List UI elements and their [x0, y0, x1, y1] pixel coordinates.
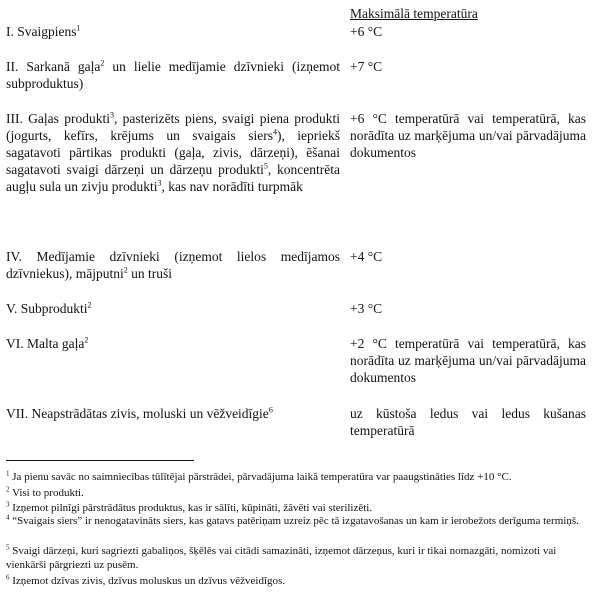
temperature-cell: +4 °C — [350, 249, 383, 264]
temperature-cell: +2 °C temperatūrā vai temperatūrā, kas norādīta uz marķējuma un/vai pārvadājuma dokumentos — [350, 336, 586, 385]
temperature-cell: +7 °C — [350, 59, 383, 74]
footnote-divider — [6, 460, 194, 461]
footnote-1: $^1$ Ja pienu savāc no saimniecības tūlītējai pārstrādei, pārvadājuma laikā temperatūra var paaugstināties līdz +10 °C. — [6, 469, 512, 483]
product-cell: V. Subprodukti$^2$ — [6, 300, 92, 316]
temperature-cell: +3 °C — [350, 301, 383, 316]
product-cell: VII. Neapstrādātas zivis, moluski un vēžveidīgie$^6$ — [6, 405, 273, 421]
footnote-2: $^2$ Visi to produkti. — [6, 485, 84, 499]
footnote-6: $^6$ Izņemot dzīvas zivis, dzīvus moluskus un dzīvus vēžveidīgos. — [6, 573, 286, 587]
footnote-5: $^5$ Svaigi dārzeņi, kuri sagriezti gabaliņos, šķēlēs vai citādi samazināti, izņemot dārzeņus, kuri ir tikai nomazgāti, nomizoti vai vienkārši pārgriezti uz pusēm. — [6, 543, 557, 571]
temperature-cell: +6 °C temperatūrā vai temperatūrā, kas norādīta uz marķējuma un/vai pārvadājuma dokumentos — [350, 111, 586, 160]
footnote-3: $^3$ Izņemot pilnīgi pārstrādātus produktus, kas ir sālīti, kūpināti, žāvēti vai sterilizēti. — [6, 500, 373, 514]
product-cell: I. Svaigpiens$^1$ — [6, 23, 81, 39]
product-cell: VI. Malta gaļa$^2$ — [6, 335, 89, 351]
column-header-max-temperature: Maksimālā temperatūra — [350, 6, 478, 21]
product-cell: IV. Medījamie dzīvnieki (izņemot lielos medījamos dzīvniekus), mājputni$^2$ un truši — [6, 249, 340, 281]
temperature-cell: +6 °C — [350, 24, 383, 39]
temperature-cell: uz kūstoša ledus vai ledus kušanas temperatūrā — [350, 406, 586, 438]
product-cell: III. Gaļas produkti$^3$, pasterizēts piens, svaigi piena produkti (jogurts, kefīrs, krējums un svaigais siers$^4$), iepriekš sagatavoti pārtikas produkti (gaļa, zivis, dārzeņi), ēšanai sagatavoti svaigi dārzeņi un dārzeņu produkti$^5$, koncentrēta augļu sula un zivju produkti$^3$, kas nav norādīti turpmāk — [6, 110, 341, 194]
product-cell: II. Sarkanā gaļa$^2$ un lielie medījamie dzīvnieki (izņemot subproduktus) — [6, 58, 340, 91]
footnote-4: $^4$ “Svaigais siers” ir nenogatavināts siers, kas gatavs patēriņam uzreiz pēc tā izgatavošanas un kam ir ierobežots derīguma termiņš. — [6, 513, 579, 527]
